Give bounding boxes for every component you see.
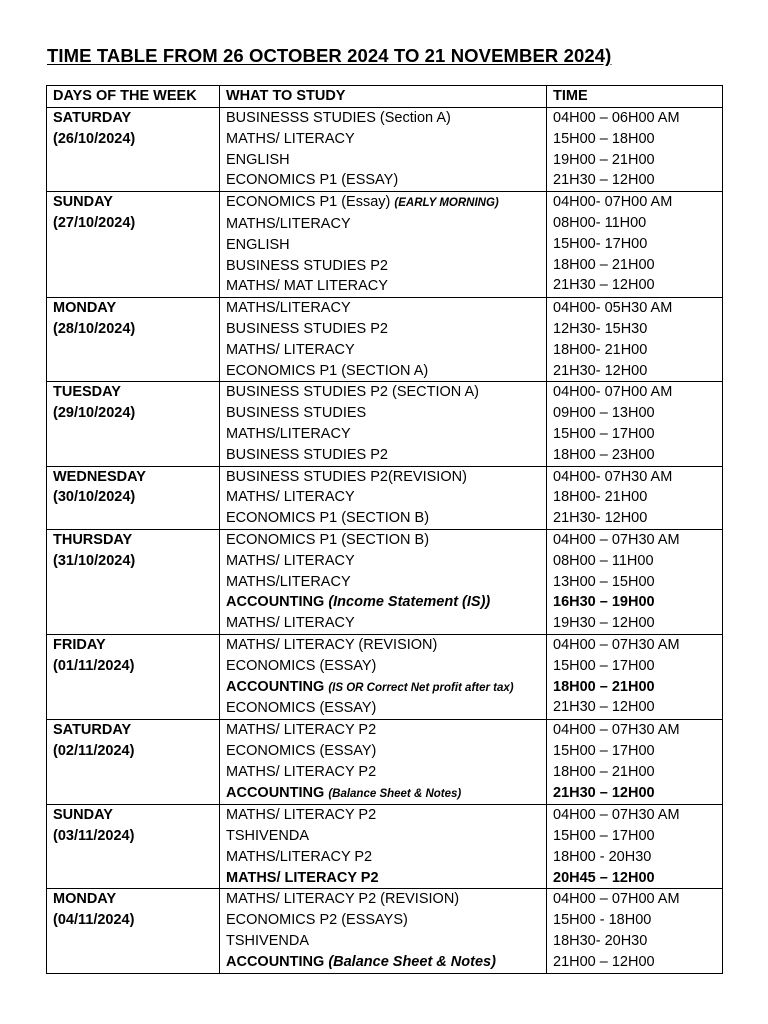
time-slot: 08H00 – 11H00 xyxy=(553,552,654,569)
time-slot: 15H00 – 17H00 xyxy=(553,742,655,759)
day-date: (29/10/2024) xyxy=(53,405,136,422)
time-slot: 15H00 – 18H00 xyxy=(553,130,655,147)
day-name: TUESDAY xyxy=(53,384,121,401)
study-note: (EARLY MORNING) xyxy=(394,197,499,210)
time-slot: 18H00 - 20H30 xyxy=(553,848,652,865)
day-cell xyxy=(47,382,220,466)
day-cell xyxy=(47,805,220,889)
table-row xyxy=(47,634,723,719)
day-name: SUNDAY xyxy=(53,807,113,824)
study-item: ECONOMICS P2 (ESSAYS) xyxy=(226,912,408,929)
time-slot: 19H00 – 21H00 xyxy=(553,151,655,168)
study-item: BUSINESS STUDIES P2 xyxy=(226,320,388,337)
study-item: MATHS/ LITERACY P2 xyxy=(226,763,377,780)
time-slot: 04H00 – 07H30 AM xyxy=(553,807,680,824)
day-cell xyxy=(47,720,220,805)
time-cell xyxy=(547,192,723,298)
study-item: BUSINESSS STUDIES (Section A) xyxy=(226,110,451,126)
study-item: MATHS/ LITERACY P2 xyxy=(226,722,377,739)
study-cell xyxy=(220,382,547,466)
study-item: ECONOMICS P1 (SECTION A) xyxy=(226,362,429,379)
study-item: MATHS/ LITERACY xyxy=(226,341,355,358)
time-cell xyxy=(547,382,723,466)
table-row xyxy=(47,805,723,889)
study-item: MATHS/ LITERACY xyxy=(226,615,355,632)
time-slot: 04H00- 07H00 AM xyxy=(553,194,673,211)
study-item: ENGLISH xyxy=(226,151,290,168)
time-slot: 21H30 – 12H00 xyxy=(553,277,655,294)
study-cell xyxy=(220,889,547,973)
study-item: BUSINESS STUDIES P2 xyxy=(226,446,388,463)
day-date: (02/11/2024) xyxy=(53,742,135,759)
time-slot: 21H30 – 12H00 xyxy=(553,172,655,189)
table-row xyxy=(47,108,723,192)
day-date: (01/11/2024) xyxy=(53,657,135,674)
time-slot: 19H30 – 12H00 xyxy=(553,615,655,632)
time-slot: 13H00 – 15H00 xyxy=(553,573,655,590)
study-cell xyxy=(220,805,547,889)
study-item: ECONOMICS (ESSAY) xyxy=(226,700,377,717)
table-row xyxy=(47,529,723,634)
day-name: SUNDAY xyxy=(53,194,113,211)
time-slot: 15H00 – 17H00 xyxy=(553,425,655,442)
study-cell xyxy=(220,529,547,634)
time-cell xyxy=(547,298,723,382)
study-item: MATHS/LITERACY xyxy=(226,300,351,317)
study-item: TSHIVENDA xyxy=(226,828,309,845)
study-item: MATHS/LITERACY P2 xyxy=(226,848,373,865)
study-item: ENGLISH xyxy=(226,236,290,253)
day-name: SATURDAY xyxy=(53,110,132,126)
study-subject: ACCOUNTING xyxy=(226,784,325,801)
study-cell xyxy=(220,720,547,805)
header-time: TIME xyxy=(547,86,723,108)
time-slot: 16H30 – 19H00 xyxy=(553,594,655,611)
day-cell xyxy=(47,466,220,529)
time-slot: 15H00- 17H00 xyxy=(553,235,648,252)
day-cell xyxy=(47,529,220,634)
study-note: (Balance Sheet & Notes) xyxy=(328,787,462,800)
table-row xyxy=(47,720,723,805)
timetable xyxy=(46,85,723,974)
page-title: TIME TABLE FROM 26 OCTOBER 2024 TO 21 NOVEMBER 2024) xyxy=(47,45,612,66)
study-item: MATHS/ LITERACY P2 xyxy=(226,807,377,824)
time-slot: 21H00 – 12H00 xyxy=(553,953,655,970)
study-item: MATHS/LITERACY xyxy=(226,573,351,590)
time-slot: 18H00- 21H00 xyxy=(553,341,648,358)
time-slot: 18H30- 20H30 xyxy=(553,933,648,950)
day-date: (27/10/2024) xyxy=(53,214,136,231)
study-item: BUSINESS STUDIES xyxy=(226,405,367,422)
study-cell xyxy=(220,634,547,719)
header-days: DAYS OF THE WEEK xyxy=(47,86,220,108)
day-name: SATURDAY xyxy=(53,722,132,739)
time-slot: 04H00 – 07H30 AM xyxy=(553,722,680,739)
day-name: MONDAY xyxy=(53,891,117,908)
header-study: WHAT TO STUDY xyxy=(220,86,547,108)
study-note: (Income Statement (IS)) xyxy=(328,594,491,611)
study-subject: ECONOMICS P1 (Essay) xyxy=(226,194,391,211)
study-subject: ACCOUNTING xyxy=(226,953,325,970)
time-slot: 04H00 – 07H30 AM xyxy=(553,531,680,548)
time-slot: 18H00 – 21H00 xyxy=(553,763,655,780)
study-item xyxy=(226,677,546,699)
table-row xyxy=(47,298,723,382)
time-cell xyxy=(547,466,723,529)
time-slot: 21H30 – 12H00 xyxy=(553,784,655,801)
study-item: ECONOMICS P1 (SECTION B) xyxy=(226,531,430,548)
header-row xyxy=(47,86,723,108)
time-slot: 15H00 - 18H00 xyxy=(553,912,652,929)
study-cell xyxy=(220,298,547,382)
study-item xyxy=(226,783,546,805)
study-item: MATHS/LITERACY xyxy=(226,425,351,442)
time-slot: 04H00 – 07H00 AM xyxy=(553,891,680,908)
study-cell xyxy=(220,466,547,529)
day-date: (28/10/2024) xyxy=(53,320,136,337)
time-slot: 04H00 – 07H30 AM xyxy=(553,636,680,653)
day-name: THURSDAY xyxy=(53,531,133,548)
day-cell xyxy=(47,192,220,298)
time-slot: 18H00 – 21H00 xyxy=(553,678,655,695)
time-slot: 15H00 – 17H00 xyxy=(553,828,655,845)
study-item: BUSINESS STUDIES P2 (SECTION A) xyxy=(226,384,479,401)
time-slot: 18H00 – 23H00 xyxy=(553,446,655,463)
day-date: (03/11/2024) xyxy=(53,828,135,845)
study-subject: ACCOUNTING xyxy=(226,678,325,695)
time-slot: 20H45 – 12H00 xyxy=(553,869,655,886)
time-cell xyxy=(547,108,723,192)
day-cell xyxy=(47,889,220,973)
time-cell xyxy=(547,889,723,973)
study-item xyxy=(226,952,546,973)
study-cell xyxy=(220,192,547,298)
table-row xyxy=(47,466,723,529)
study-note: (Balance Sheet & Notes) xyxy=(328,953,496,970)
day-date: (30/10/2024) xyxy=(53,489,136,506)
study-item: MATHS/ LITERACY P2 xyxy=(226,869,379,886)
time-slot: 21H30- 12H00 xyxy=(553,510,648,527)
study-item xyxy=(226,592,546,613)
time-slot: 12H30- 15H30 xyxy=(553,320,648,337)
study-note: (IS OR Correct Net profit after tax) xyxy=(328,681,514,694)
study-item: ECONOMICS (ESSAY) xyxy=(226,657,377,674)
day-cell xyxy=(47,634,220,719)
study-cell xyxy=(220,108,547,192)
day-name: MONDAY xyxy=(53,300,117,317)
table-row xyxy=(47,382,723,466)
time-slot: 18H00 – 21H00 xyxy=(553,256,655,273)
study-item: MATHS/ LITERACY xyxy=(226,552,355,569)
study-item: ECONOMICS (ESSAY) xyxy=(226,742,377,759)
day-name: FRIDAY xyxy=(53,636,106,653)
time-slot: 15H00 – 17H00 xyxy=(553,657,655,674)
study-item: BUSINESS STUDIES P2 xyxy=(226,257,388,274)
time-slot: 18H00- 21H00 xyxy=(553,489,648,506)
study-item: MATHS/ MAT LITERACY xyxy=(226,278,388,295)
table-row xyxy=(47,889,723,973)
time-slot: 21H30 – 12H00 xyxy=(553,699,655,716)
study-item: TSHIVENDA xyxy=(226,933,309,950)
day-cell xyxy=(47,108,220,192)
time-slot: 08H00- 11H00 xyxy=(553,214,647,231)
time-slot: 04H00- 07H30 AM xyxy=(553,468,673,485)
time-slot: 04H00 – 06H00 AM xyxy=(553,110,680,126)
study-item xyxy=(226,192,546,214)
day-cell xyxy=(47,298,220,382)
study-item: BUSINESS STUDIES P2(REVISION) xyxy=(226,468,467,485)
time-slot: 09H00 – 13H00 xyxy=(553,405,655,422)
study-item: MATHS/ LITERACY P2 (REVISION) xyxy=(226,891,460,908)
time-slot: 21H30- 12H00 xyxy=(553,362,648,379)
study-item: MATHS/LITERACY xyxy=(226,215,351,232)
study-item: MATHS/ LITERACY xyxy=(226,130,355,147)
time-cell xyxy=(547,634,723,719)
time-slot: 04H00- 07H00 AM xyxy=(553,384,673,401)
study-item: ECONOMICS P1 (ESSAY) xyxy=(226,172,399,189)
day-date: (31/10/2024) xyxy=(53,552,136,569)
day-date: (04/11/2024) xyxy=(53,912,135,929)
time-cell xyxy=(547,720,723,805)
study-subject: ACCOUNTING xyxy=(226,594,325,611)
time-slot: 04H00- 05H30 AM xyxy=(553,300,673,317)
day-date: (26/10/2024) xyxy=(53,130,136,147)
day-name: WEDNESDAY xyxy=(53,468,146,485)
time-cell xyxy=(547,529,723,634)
study-item: ECONOMICS P1 (SECTION B) xyxy=(226,510,430,527)
study-item: MATHS/ LITERACY (REVISION) xyxy=(226,636,438,653)
study-item: MATHS/ LITERACY xyxy=(226,489,355,506)
time-cell xyxy=(547,805,723,889)
table-row xyxy=(47,192,723,298)
